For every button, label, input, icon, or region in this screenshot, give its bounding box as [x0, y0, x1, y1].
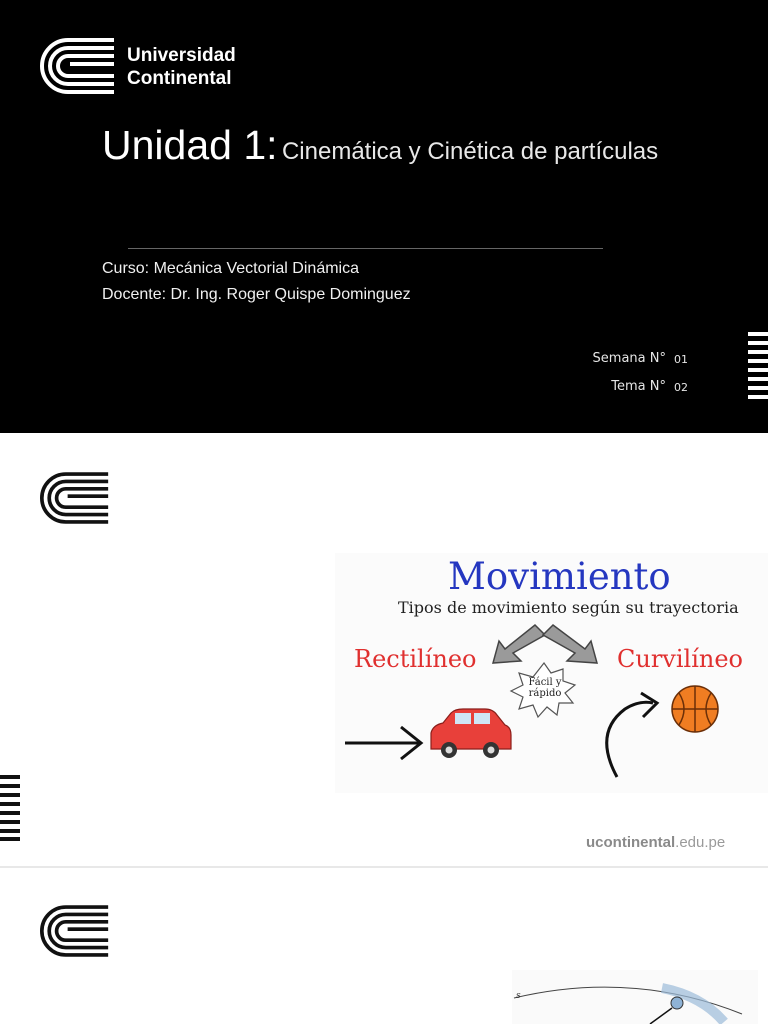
rectilinear-label: Rectilíneo	[354, 645, 477, 673]
university-name-line1: Universidad	[127, 45, 236, 66]
website-url-domain: .edu.pe	[675, 834, 726, 851]
teacher-label: Docente: Dr. Ing. Roger Quispe Dominguez	[102, 286, 411, 303]
burst-text-line1: Fácil y	[528, 677, 562, 688]
title-slide	[0, 0, 768, 433]
movement-subheading: Tipos de movimiento según su trayectoria	[398, 598, 739, 617]
stripes-decoration-icon	[0, 775, 20, 841]
topic-label: Tema N°	[611, 379, 666, 394]
trajectory-diagram	[512, 970, 758, 1024]
week-value: 01	[674, 353, 688, 366]
burst-text	[513, 677, 577, 699]
curvilinear-label: Curvilíneo	[617, 645, 743, 673]
website-url-bold: ucontinental	[586, 834, 676, 851]
logo-mark-icon	[40, 905, 110, 957]
university-name	[127, 44, 236, 90]
unit-title: Unidad 1:	[102, 122, 278, 168]
university-logo-icon	[40, 38, 116, 94]
slide-title	[102, 122, 658, 169]
website-url[interactable]	[586, 834, 725, 851]
course-label: Curso: Mecánica Vectorial Dinámica	[102, 260, 359, 277]
divider-line	[128, 248, 603, 249]
logo-mark-icon	[40, 472, 110, 524]
movement-heading: Movimiento	[448, 555, 671, 598]
topic-value: 02	[674, 381, 688, 394]
unit-subtitle: Cinemática y Cinética de partículas	[281, 138, 659, 165]
burst-text-line2: rápido	[528, 688, 562, 699]
basketball-icon	[672, 686, 718, 732]
stripes-decoration-icon	[748, 332, 768, 400]
university-name-line2: Continental	[127, 68, 232, 89]
arc-length-label: s	[516, 991, 521, 1001]
week-label: Semana N°	[592, 351, 666, 366]
